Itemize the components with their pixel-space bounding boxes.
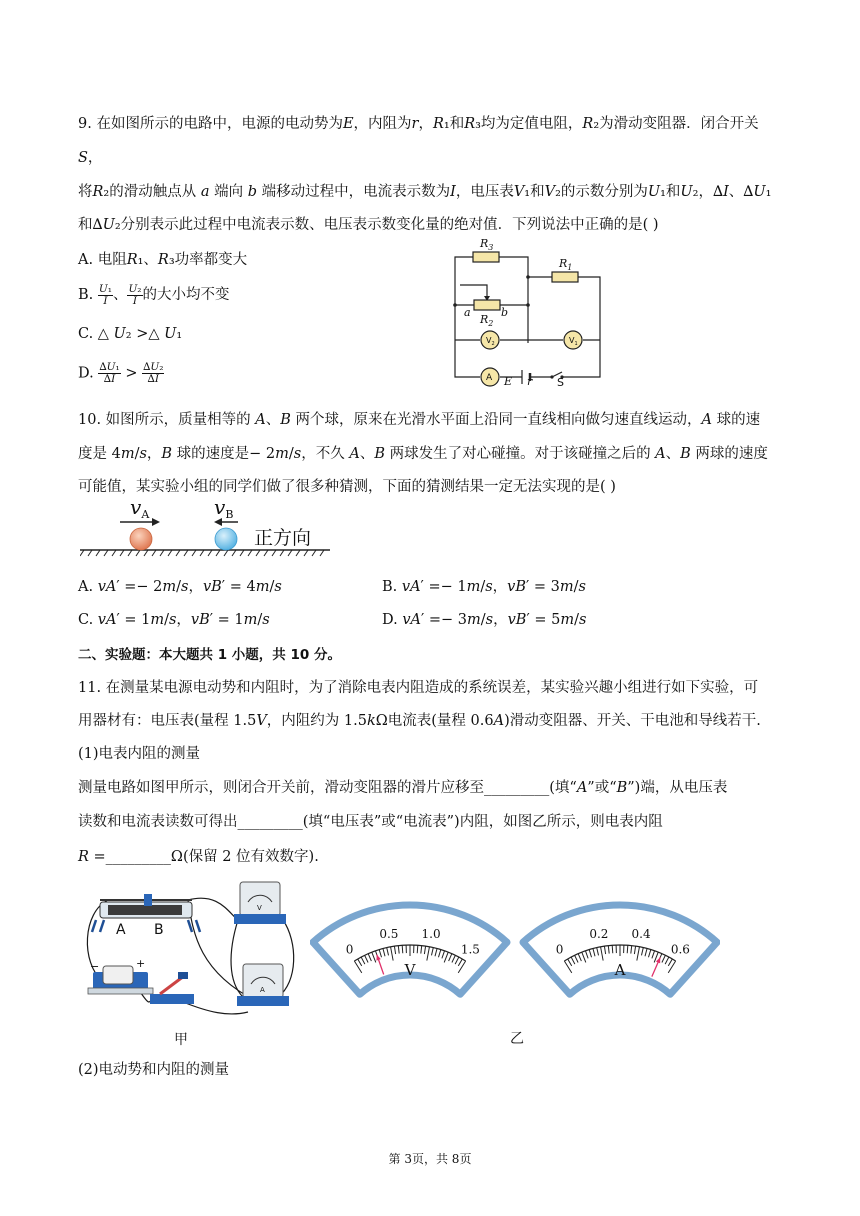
label-a-meter: A <box>486 373 493 383</box>
q9-stem-line3: 将𝑅₂的滑动触点从 𝑎 端向 𝑏 端移动过程中，电流表示数为𝐼，电压表𝑉₁和𝑉₂的示数分别为𝑈₁和𝑈₂，∆𝐼、∆𝑈₁ <box>78 184 772 200</box>
frac-num: 𝑈₂ <box>128 282 142 295</box>
q9-stem-line1: 9. 在如图所示的电路中，电源的电动势为𝐸，内阻为𝑟，𝑅₁和𝑅₃均为定值电阻，𝑅₂为滑动变阻器．闭合开关 <box>78 116 759 132</box>
circuit-node <box>526 275 530 279</box>
section-heading: 二、实验题：本大题共 1 小题，共 10 分。 <box>78 647 341 663</box>
q10-option-b: B. 𝑣𝐴′ =− 1𝑚/𝑠，𝑣𝐵′ = 3𝑚/𝑠 <box>382 579 586 595</box>
label-plus: + <box>136 957 146 970</box>
arrow-left-head-icon <box>214 518 222 526</box>
frac-num: ∆𝑈₂ <box>143 361 164 373</box>
q10-stem-line2: 度是 4𝑚/𝑠，𝐵 球的速度是− 2𝑚/𝑠，不久 𝐴、𝐵 两球发生了对心碰撞。对于该碰撞之后的 𝐴、𝐵 两球的速度 <box>78 446 768 462</box>
q10-collision-figure <box>80 494 340 566</box>
meter-tick-label: 1.5 <box>460 942 480 957</box>
fig-jia-apparatus <box>78 872 303 1052</box>
switch-base <box>150 994 194 1004</box>
q9-option-d-gt: > <box>125 365 138 382</box>
frac-num: ∆𝑈₁ <box>99 361 120 373</box>
label-ammeter: A <box>260 986 265 994</box>
meter-tick-label: 0.4 <box>631 926 651 941</box>
label-jia: 甲 <box>174 1032 188 1048</box>
fig-yi-meters <box>310 900 720 1050</box>
resistor-r1 <box>552 272 578 282</box>
label-r: r <box>527 375 533 387</box>
label-minus: − <box>90 960 100 973</box>
q11-stem-line5: 𝑅 =_________Ω(保留 2 位有效数字). <box>78 849 319 865</box>
q9-option-c: C. △ 𝑈₂ >△ 𝑈₁ <box>78 326 183 342</box>
circuit-node <box>526 303 530 307</box>
meter-tick <box>612 945 613 953</box>
switch-handle <box>178 972 188 979</box>
meter-tick <box>627 945 628 953</box>
meter-tick-label: 0 <box>555 942 564 957</box>
ammeter-dial <box>523 905 717 994</box>
label-va: $v_A$ <box>130 495 150 521</box>
resistor-r3 <box>473 252 499 262</box>
label-r2: $R_2$ <box>480 313 494 328</box>
q11-subquestion-2: (2)电动势和内阻的测量 <box>78 1062 230 1078</box>
q9-option-d-frac1 <box>98 362 120 385</box>
ground-hatching <box>80 550 324 556</box>
frac-den: 𝐼 <box>132 294 138 307</box>
q9-option-d <box>78 362 164 385</box>
label-a: a <box>464 306 471 319</box>
q10-stem-line3: 可能值，某实验小组的同学们做了很多种猜测，下面的猜测结果一定无法实现的是( ) <box>78 479 616 495</box>
arrow-right-head-icon <box>152 518 160 526</box>
q11-stem-line2: 用器材有：电压表(量程 1.5𝑉，内阻约为 1.5𝑘Ω电流表(量程 0.6𝐴)滑动变阻器、开关、干电池和导线若干. <box>78 713 761 729</box>
battery-base <box>88 988 153 994</box>
ball-a <box>130 528 152 550</box>
q9-option-d-frac2 <box>142 362 164 385</box>
q10-option-d: D. 𝑣𝐴′ =− 3𝑚/𝑠，𝑣𝐵′ = 5𝑚/𝑠 <box>382 612 587 628</box>
q11-stem-line1: 11. 在测量某电源电动势和内阻时，为了消除电表内阻造成的系统误差，某实验兴趣小组进行如下实验，可 <box>78 680 759 696</box>
label-voltmeter: V <box>257 904 262 912</box>
meter-tick-label: 1.0 <box>421 926 441 941</box>
q10-option-c: C. 𝑣𝐴′ = 1𝑚/𝑠，𝑣𝐵′ = 1𝑚/𝑠 <box>78 612 270 628</box>
meter-tick-label: 0 <box>345 942 354 957</box>
circuit-node <box>453 303 457 307</box>
label-v1: $V_1$ <box>569 336 578 347</box>
rheostat-coil <box>108 905 182 915</box>
resistor-r2 <box>474 300 500 310</box>
q9-option-a: A. 电阻𝑅₁、𝑅₃功率都变大 <box>78 252 248 268</box>
meter-tick-label: 0.6 <box>670 942 690 957</box>
q9-option-d-prefix: D. <box>78 365 94 382</box>
frac-den: ∆𝐼 <box>103 373 116 385</box>
ball-b <box>215 528 237 550</box>
label-e: E <box>504 375 513 387</box>
q9-option-b-frac1 <box>98 284 113 307</box>
meter-tick-label: 0.5 <box>379 926 399 941</box>
label-yi: 乙 <box>510 1031 524 1047</box>
q9-option-b-prefix: B. <box>78 287 94 303</box>
ammeter-base <box>237 996 289 1006</box>
q9-option-b-sep: 、 <box>112 287 128 303</box>
meter-unit-label: V <box>404 961 416 979</box>
label-s: S <box>557 376 564 387</box>
meter-tick-label: 0.2 <box>589 926 609 941</box>
rheostat-slider <box>144 894 152 906</box>
battery-cell <box>103 966 133 984</box>
label-rheostat-b: B <box>154 922 164 938</box>
meter-tick <box>417 945 418 953</box>
frac-num: 𝑈₁ <box>98 282 112 295</box>
q9-option-b-suffix: 的大小均不变 <box>142 287 230 303</box>
voltmeter-base <box>234 914 286 924</box>
label-r3: $R_3$ <box>480 237 494 252</box>
q9-stem-line4: 和∆𝑈₂分别表示此过程中电流表示数、电压表示数变化量的绝对值．下列说法中正确的是( ) <box>78 217 659 233</box>
q10-option-a: A. 𝑣𝐴′ =− 2𝑚/𝑠，𝑣𝐵′ = 4𝑚/𝑠 <box>78 579 282 595</box>
frac-den: 𝐼 <box>103 294 108 307</box>
frac-den: ∆𝐼 <box>147 373 160 385</box>
q9-option-b-frac2 <box>127 284 142 307</box>
q9-option-b <box>78 283 230 307</box>
meter-unit-label: A <box>614 961 626 979</box>
label-rheostat-a: A <box>116 922 126 938</box>
q9-stem-line2: 𝑆， <box>78 150 103 166</box>
meter-tick <box>402 945 403 953</box>
q10-stem-line1: 10. 如图所示，质量相等的 𝐴、𝐵 两个球，原来在光滑水平面上沿同一直线相向做匀速直线运动，𝐴 球的速 <box>78 412 761 428</box>
label-r1: $R_1$ <box>559 257 573 272</box>
q11-stem-line4: 读数和电流表读数可得出_________(填“电压表”或“电流表”)内阻，如图乙所示，则电表内阻 <box>78 814 663 830</box>
q11-stem-line3: 测量电路如图甲所示，则闭合开关前，滑动变阻器的滑片应移至_________(填“𝐴”或“𝐵”)端，从电压表 <box>78 780 728 796</box>
q11-subquestion-1: (1)电表内阻的测量 <box>78 746 201 762</box>
label-b: b <box>501 306 509 319</box>
label-vb: $v_B$ <box>214 495 234 521</box>
label-v2: $V_2$ <box>486 336 495 347</box>
q9-circuit-diagram <box>440 235 620 387</box>
page-footer: 第 3页，共 8页 <box>388 1152 472 1166</box>
switch-contact <box>550 375 553 378</box>
voltmeter-dial <box>313 905 507 994</box>
label-positive-direction: 正方向 <box>254 527 312 549</box>
